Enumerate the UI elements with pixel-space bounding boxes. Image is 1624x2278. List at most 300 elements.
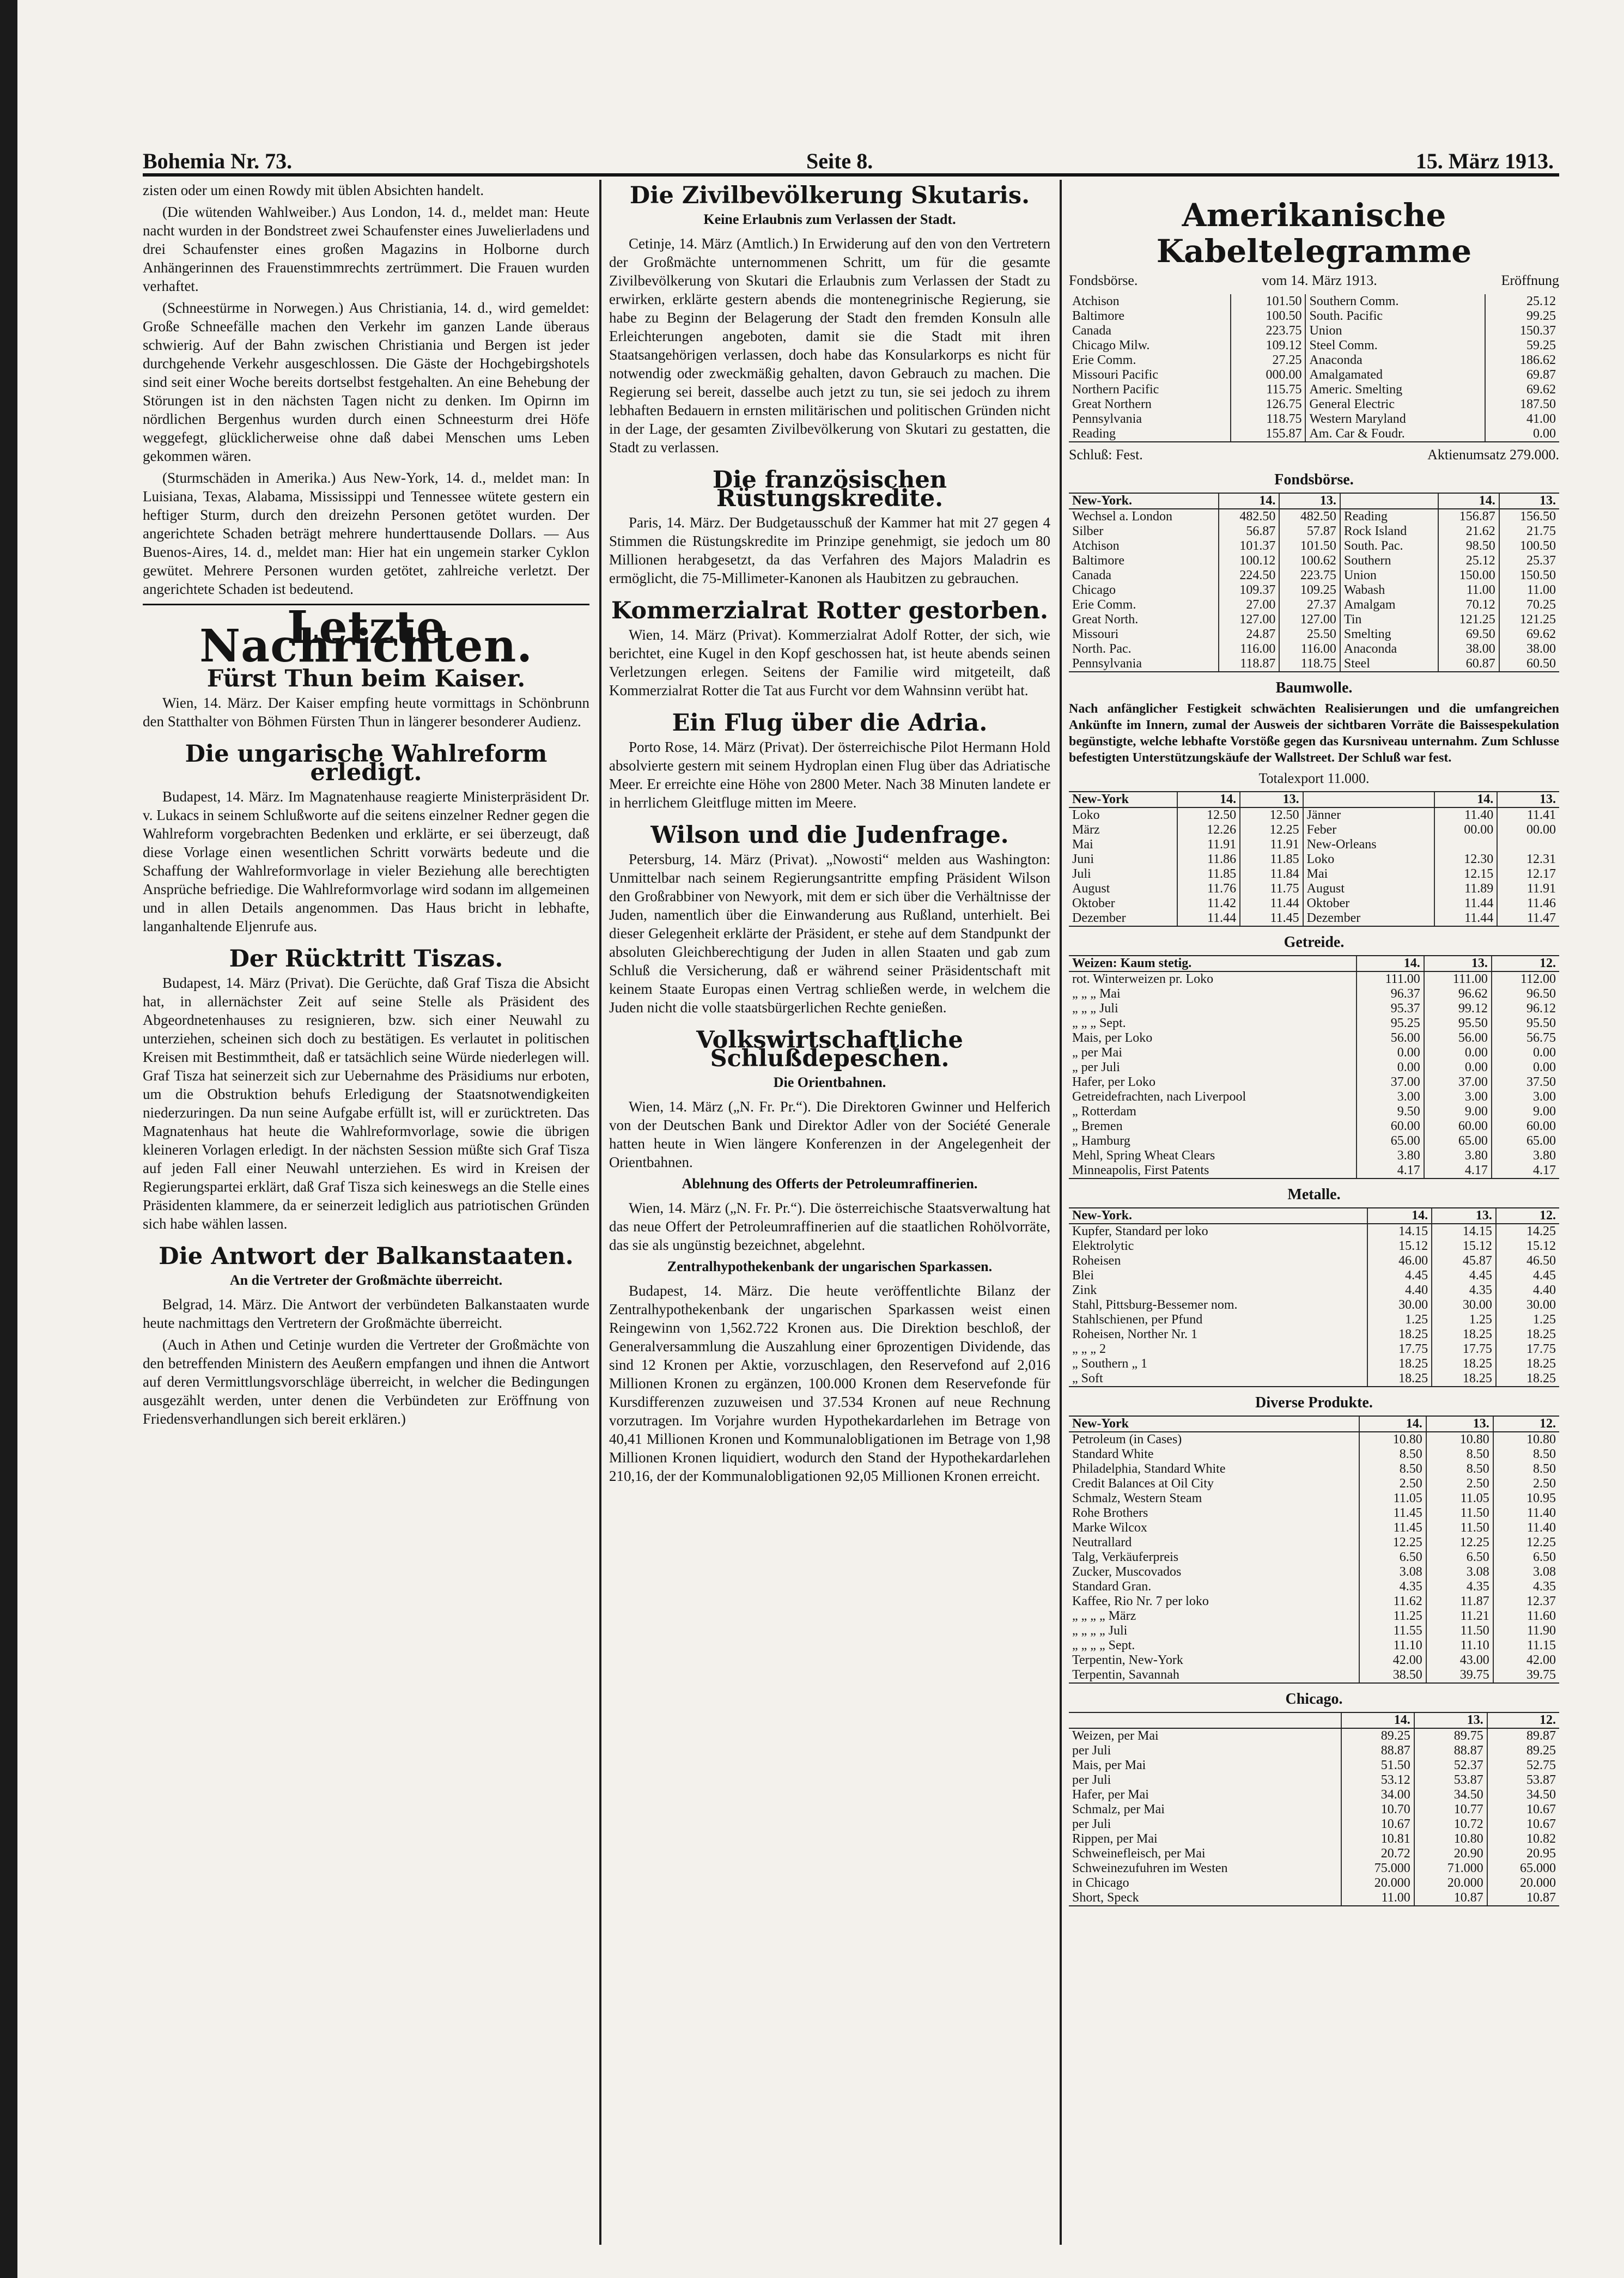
table-row xyxy=(1069,1283,1559,1298)
table-cell xyxy=(1303,792,1434,807)
table-cell: 10.80 xyxy=(1359,1432,1426,1447)
table-cell: 34.50 xyxy=(1414,1788,1487,1802)
table-cell: 3.00 xyxy=(1424,1090,1492,1104)
table-row xyxy=(1069,1447,1559,1462)
table-cell: 3.00 xyxy=(1357,1090,1424,1104)
table-cell: 1.25 xyxy=(1367,1313,1432,1327)
table-row xyxy=(1069,837,1559,852)
header-rule xyxy=(143,173,1559,177)
table-cell: 11.47 xyxy=(1497,911,1559,926)
table-cell: 34.00 xyxy=(1341,1788,1414,1802)
table-cell: South. Pac. xyxy=(1340,539,1438,554)
table-cell: 100.50 xyxy=(1499,539,1559,554)
table-cell: 52.37 xyxy=(1414,1758,1487,1773)
table-cell: 150.37 xyxy=(1485,324,1559,338)
table-cell: Steel xyxy=(1340,657,1438,672)
table-cell: 11.44 xyxy=(1434,896,1497,911)
table-cell: Rippen, per Mai xyxy=(1072,1832,1158,1846)
table-cell: 18.25 xyxy=(1367,1327,1432,1342)
article-text: (Sturmschäden in Amerika.) Aus New-York, 14. d., meldet man: In Luisiana, Texas, Alabama, Mississippi und Tennessee wütete gestern ein heftiger Sturm, durch den dreizehn Personen getötet wurden. Der angerichtete Schaden beträgt mehrere hunderttausende Dollars. — Aus Buenos-Aires, 14. d., meldet man: Hier hat ein ungemein starker Cyklon gewütet. Mehrere Personen wurden getötet, zahlreiche verletzt. Der angerichtete Schaden ist bedeutend. xyxy=(143,470,589,597)
table-cell: 14. xyxy=(1219,493,1280,509)
table-cell: 41.00 xyxy=(1485,412,1559,427)
table-cell: 53.12 xyxy=(1341,1773,1414,1788)
table-cell: 60.00 xyxy=(1492,1119,1559,1134)
table-cell: Terpentin, New-York xyxy=(1072,1653,1183,1667)
table-cell: 115.75 xyxy=(1231,382,1306,397)
table-row xyxy=(1069,1506,1559,1521)
table-cell: 11.40 xyxy=(1434,807,1497,823)
table-cell: Elektrolytic xyxy=(1072,1239,1134,1253)
table-row xyxy=(1069,583,1559,598)
table-cell: 12.25 xyxy=(1493,1535,1559,1550)
table-cell: 20.90 xyxy=(1414,1846,1487,1861)
table-cell: 37.00 xyxy=(1424,1075,1492,1090)
table-row xyxy=(1069,382,1559,397)
table-cell: Southern xyxy=(1340,554,1438,568)
table-cell: Talg, Verkäuferpreis xyxy=(1072,1550,1179,1564)
table-cell: 20.000 xyxy=(1414,1876,1487,1891)
table-row xyxy=(1069,1342,1559,1357)
table-row xyxy=(1069,598,1559,612)
table-cell: Great Northern xyxy=(1072,397,1152,411)
table-cell: 45.87 xyxy=(1432,1254,1496,1268)
table-cell: „ „ „ Sept. xyxy=(1072,1016,1126,1030)
table-section-title: Baumwolle. xyxy=(1275,679,1353,696)
opening-label: Eröffnung xyxy=(1501,272,1559,288)
table-cell: 4.17 xyxy=(1492,1163,1559,1179)
table-cell: 20.95 xyxy=(1487,1846,1559,1861)
table-row xyxy=(1069,1224,1559,1239)
article-text: Belgrad, 14. März. Die Antwort der verbündeten Balkanstaaten wurde heute nachmittags den Vertretern der Großmächte überreicht. xyxy=(143,1296,589,1331)
table-cell: Steel Comm. xyxy=(1305,338,1485,353)
table-cell: 13. xyxy=(1424,956,1492,971)
table-cell: 18.25 xyxy=(1432,1357,1496,1371)
table-section-title: Metalle. xyxy=(1287,1186,1341,1203)
table-cell: 000.00 xyxy=(1231,368,1306,382)
table-cell: Northern Pacific xyxy=(1072,382,1159,397)
table-row xyxy=(1069,882,1559,896)
table-cell: 96.12 xyxy=(1492,1001,1559,1016)
table-cell: 96.50 xyxy=(1492,987,1559,1001)
table-cell: 4.45 xyxy=(1367,1268,1432,1283)
table-row xyxy=(1069,324,1559,338)
table-cell: 11.10 xyxy=(1359,1638,1426,1653)
table-row xyxy=(1069,309,1559,324)
table-cell: 109.37 xyxy=(1219,583,1280,598)
table-row xyxy=(1069,509,1559,524)
table-row xyxy=(1069,1788,1559,1802)
table-cell: 39.75 xyxy=(1493,1668,1559,1683)
table-row xyxy=(1069,1802,1559,1817)
table-row xyxy=(1069,1268,1559,1283)
table-row xyxy=(1069,1550,1559,1565)
table-cell: 14. xyxy=(1367,1208,1432,1224)
table-cell: 121.25 xyxy=(1438,612,1499,627)
headline: Die französischen Rüstungskredite. xyxy=(712,466,947,512)
table-header-row xyxy=(1069,792,1559,807)
table-cell: 18.25 xyxy=(1496,1357,1559,1371)
table-cell: 89.75 xyxy=(1414,1728,1487,1744)
table-cell: 100.62 xyxy=(1279,554,1340,568)
table-cell: 12.25 xyxy=(1426,1535,1493,1550)
table-cell: 11.50 xyxy=(1426,1624,1493,1638)
table-cell: Juli xyxy=(1072,867,1091,881)
table-header-row xyxy=(1069,1416,1559,1432)
table-cell: Missouri Pacific xyxy=(1072,368,1158,382)
table-cell: 127.00 xyxy=(1219,612,1280,627)
table-cell: 11.41 xyxy=(1497,807,1559,823)
table-cell: 2.50 xyxy=(1426,1477,1493,1491)
table-cell: Amalgam xyxy=(1340,598,1438,612)
table-cell: 65.00 xyxy=(1424,1134,1492,1149)
table-cell: 12.50 xyxy=(1177,807,1240,823)
table-row xyxy=(1069,1104,1559,1119)
table-cell: 14. xyxy=(1341,1712,1414,1728)
paper-issue: Bohemia Nr. 73. xyxy=(143,149,293,173)
table-row xyxy=(1069,412,1559,427)
table-cell: 4.40 xyxy=(1496,1283,1559,1298)
table-cell: 53.87 xyxy=(1487,1773,1559,1788)
table-cell: New-York. xyxy=(1069,493,1219,509)
table-cell: 71.000 xyxy=(1414,1861,1487,1876)
table-cell: Schmalz, Western Steam xyxy=(1072,1491,1202,1505)
table-cell: 30.00 xyxy=(1367,1298,1432,1313)
table-cell xyxy=(1069,1712,1341,1728)
article-text: Petersburg, 14. März (Privat). „Nowosti“ melden aus Washington: Unmittelbar nach seinem Regierungsantritte empfing Präsident Wilson den Großrabbiner von Newyork, mit dem er sich über die Verhältnisse der Juden, namentlich über die Einwanderung aus Rußland, unterhielt. Bei dieser Gelegenheit erklärte der Präsident, er stehe auf dem Standpunkt der absoluten Gleichberechtigung der Juden in allen Staaten und gab zum Schluß die Versicherung, daß er während seiner Präsidentschaft mit keinem Staate Europas einen Vertrag schließen werde, in welchem die Juden nicht die volle staatsbürgerlichen Rechte genießen. xyxy=(609,851,1050,1016)
table-cell: 4.35 xyxy=(1493,1580,1559,1594)
table-cell: Smelting xyxy=(1340,627,1438,642)
table-cell: Union xyxy=(1340,568,1438,583)
table-cell: 18.25 xyxy=(1367,1357,1432,1371)
table-cell: 100.50 xyxy=(1231,309,1306,324)
table-cell: 8.50 xyxy=(1426,1447,1493,1462)
table-cell: 2.50 xyxy=(1359,1477,1426,1491)
table-cell: März xyxy=(1072,823,1100,837)
table-row xyxy=(1069,1832,1559,1846)
table-cell: Am. Car & Foudr. xyxy=(1305,427,1485,442)
table-row xyxy=(1069,554,1559,568)
table-cell: 0.00 xyxy=(1485,427,1559,442)
table-cell: 11.42 xyxy=(1177,896,1240,911)
table-cell: 13. xyxy=(1426,1416,1493,1432)
table-cell: 11.84 xyxy=(1240,867,1303,882)
table-cell: 53.87 xyxy=(1414,1773,1487,1788)
table-cell: 69.50 xyxy=(1438,627,1499,642)
table-cell: 101.50 xyxy=(1279,539,1340,554)
table-cell: 96.62 xyxy=(1424,987,1492,1001)
table-cell: „ Rotterdam xyxy=(1072,1104,1136,1119)
table-row xyxy=(1069,427,1559,442)
table-cell: 186.62 xyxy=(1485,353,1559,368)
table-cell: Minneapolis, First Patents xyxy=(1069,1163,1357,1179)
table-cell: 11.44 xyxy=(1434,911,1497,926)
table-cell: Philadelphia, Standard White xyxy=(1072,1462,1226,1476)
table-row xyxy=(1069,294,1559,309)
table-row xyxy=(1069,1861,1559,1876)
table-cell: Rock Island xyxy=(1340,524,1438,539)
table-row xyxy=(1069,1075,1559,1090)
table-cell: Stahlschienen, per Pfund xyxy=(1072,1313,1203,1327)
table-cell: 20.000 xyxy=(1341,1876,1414,1891)
table-cell: 14. xyxy=(1357,956,1424,971)
fonds-opening-table xyxy=(1069,294,1559,442)
table-cell: 21.75 xyxy=(1499,524,1559,539)
table-cell: 25.50 xyxy=(1279,627,1340,642)
table-cell: Reading xyxy=(1069,427,1231,442)
table-cell: 27.00 xyxy=(1219,598,1280,612)
table-cell: 10.67 xyxy=(1341,1817,1414,1832)
table-cell: Chicago Milw. xyxy=(1072,338,1150,353)
table-row xyxy=(1069,1668,1559,1683)
article-text: (Schneestürme in Norwegen.) Aus Christiania, 14. d., wird gemeldet: Große Schneefälle machen den Verkehr im ganzen Lande überaus schwierig. Auf der Bahn zwischen Christiania und Bergen ist jeder durchgehende Verkehr ausgeschlossen. Die Gäste der Hochgebirgshotels sind seit einer Woche bereits dortselbst festgehalten. An eine Behebung der Störungen ist in den nächsten Tagen nicht zu denken. Im Opirnn im nördlichen Bergenhus wurden durch einen Schneesturm drei Höfe weggefegt, glücklicherweise ohne daß dabei Menschen ums Leben gekommen wären. xyxy=(143,300,589,464)
table-cell: 60.00 xyxy=(1357,1119,1424,1134)
table-row xyxy=(1069,823,1559,837)
table-row xyxy=(1069,1891,1559,1906)
table-cell: 116.00 xyxy=(1279,642,1340,657)
table-cell: Dezember xyxy=(1303,911,1434,926)
table-cell: 11.45 xyxy=(1359,1506,1426,1521)
table-cell: 8.50 xyxy=(1426,1462,1493,1477)
table-cell: 4.35 xyxy=(1426,1580,1493,1594)
table-cell: 13. xyxy=(1499,493,1559,509)
table-row xyxy=(1069,1521,1559,1535)
table-cell: „ „ „ 2 xyxy=(1072,1342,1106,1356)
total-export: Totalexport 11.000. xyxy=(1258,770,1370,786)
market-title: Amerikanische Kabeltelegramme xyxy=(1156,197,1472,270)
table-cell: 11.89 xyxy=(1434,882,1497,896)
table-cell: rot. Winterweizen pr. Loko xyxy=(1072,972,1214,986)
table-cell: 187.50 xyxy=(1485,397,1559,412)
table-cell: 12.26 xyxy=(1177,823,1240,837)
table-cell: 42.00 xyxy=(1493,1653,1559,1668)
table-cell: 12.30 xyxy=(1434,852,1497,867)
table-cell: 10.80 xyxy=(1426,1432,1493,1447)
table-cell: Great North. xyxy=(1072,612,1139,627)
table-cell: 4.17 xyxy=(1424,1163,1492,1179)
table-cell: 38.00 xyxy=(1438,642,1499,657)
table-cell: 127.00 xyxy=(1279,612,1340,627)
table-cell: Atchison xyxy=(1072,294,1120,308)
table-cell: 3.00 xyxy=(1492,1090,1559,1104)
table-cell: 11.50 xyxy=(1426,1506,1493,1521)
table-cell: 34.50 xyxy=(1487,1788,1559,1802)
table-row xyxy=(1069,1001,1559,1016)
table-cell: 100.12 xyxy=(1219,554,1280,568)
table-cell: 56.75 xyxy=(1492,1031,1559,1046)
cotton-table xyxy=(1069,791,1559,927)
table-cell: Petroleum (in Cases) xyxy=(1072,1432,1182,1447)
table-cell: 10.95 xyxy=(1493,1491,1559,1506)
table-cell: 18.25 xyxy=(1496,1371,1559,1387)
table-section-title: Diverse Produkte. xyxy=(1255,1394,1373,1411)
table-cell: Weizen, per Mai xyxy=(1072,1729,1159,1743)
table-row xyxy=(1069,1565,1559,1580)
column-divider-1 xyxy=(599,180,601,2245)
table-row xyxy=(1069,1594,1559,1609)
table-cell: 4.45 xyxy=(1496,1268,1559,1283)
table-cell: 155.87 xyxy=(1231,427,1306,442)
table-cell: 10.67 xyxy=(1487,1817,1559,1832)
table-cell: Canada xyxy=(1072,324,1111,338)
article-text: Budapest, 14. März. Im Magnatenhause reagierte Ministerpräsident Dr. v. Lukacs in seinem Schlußworte auf die seitens einzelner Redner gegen die Wahlreform vorgebrachten Bedenken und erklärte, er sei überzeugt, daß diese Vorlage einen wesentlichen Schritt vorwärts bedeute und die Schaffung der Wahlreformvorlage in vieler Beziehung alle berechtigten Ansprüche befriedige. Die Wahlreformvorlage wird sodann im allgemeinen und in allen Details angenommen. Das Haus bricht in lebhafte, langanhaltende Eljenrufe aus. xyxy=(143,788,589,934)
table-cell: 118.87 xyxy=(1219,657,1280,672)
table-cell: 60.50 xyxy=(1499,657,1559,672)
table-cell: 482.50 xyxy=(1279,509,1340,524)
table-row xyxy=(1069,338,1559,353)
table-cell: 60.00 xyxy=(1424,1119,1492,1134)
table-cell: 88.87 xyxy=(1414,1744,1487,1758)
table-cell: per Juli xyxy=(1072,1744,1111,1758)
column-1 xyxy=(143,181,589,1431)
table-cell: 14.25 xyxy=(1496,1224,1559,1239)
table-cell: 6.50 xyxy=(1426,1550,1493,1565)
table-cell: 96.37 xyxy=(1357,987,1424,1001)
table-cell: 88.87 xyxy=(1341,1744,1414,1758)
table-cell: 121.25 xyxy=(1499,612,1559,627)
table-header-row xyxy=(1069,1208,1559,1224)
table-cell: Dezember xyxy=(1069,911,1177,926)
table-cell: 10.87 xyxy=(1414,1891,1487,1906)
table-cell: Neutrallard xyxy=(1072,1535,1132,1550)
table-row xyxy=(1069,1817,1559,1832)
table-cell: 11.45 xyxy=(1359,1521,1426,1535)
table-cell: 11.21 xyxy=(1426,1609,1493,1624)
table-cell: 37.00 xyxy=(1357,1075,1424,1090)
table-cell: „ „ „ „ März xyxy=(1072,1609,1136,1623)
table-cell: 223.75 xyxy=(1279,568,1340,583)
table-cell: 0.00 xyxy=(1424,1046,1492,1060)
table-cell: 00.00 xyxy=(1434,823,1497,837)
table-row xyxy=(1069,568,1559,583)
table-cell: Jänner xyxy=(1303,807,1434,823)
table-row xyxy=(1069,1653,1559,1668)
table-cell: Oktober xyxy=(1072,896,1115,910)
table-cell: 150.00 xyxy=(1438,568,1499,583)
table-cell: 11.50 xyxy=(1426,1521,1493,1535)
table-cell: Rohe Brothers xyxy=(1072,1506,1148,1520)
table-cell: Western Maryland xyxy=(1305,412,1485,427)
headline: Kommerzialrat Rotter gestorben. xyxy=(611,597,1049,624)
table-cell: per Juli xyxy=(1072,1773,1111,1787)
table-cell: 15.12 xyxy=(1367,1239,1432,1254)
table-cell: 11.00 xyxy=(1438,583,1499,598)
table-cell: Loko xyxy=(1303,852,1434,867)
table-cell: 70.12 xyxy=(1438,598,1499,612)
table-cell: „ per Mai xyxy=(1072,1046,1122,1060)
table-row xyxy=(1069,1090,1559,1104)
table-cell: 14. xyxy=(1438,493,1499,509)
table-cell: 11.55 xyxy=(1359,1624,1426,1638)
table-cell: 4.45 xyxy=(1432,1268,1496,1283)
headline: Volkswirtschaftliche Schlußdepeschen. xyxy=(696,1026,963,1072)
headline: Fürst Thun beim Kaiser. xyxy=(206,665,526,692)
table-cell: 15.12 xyxy=(1496,1239,1559,1254)
table-cell: 38.50 xyxy=(1359,1668,1426,1683)
table-cell: 11.76 xyxy=(1177,882,1240,896)
table-row xyxy=(1069,627,1559,642)
table-cell: Mehl, Spring Wheat Clears xyxy=(1072,1149,1215,1163)
products-table xyxy=(1069,1416,1559,1684)
table-cell: 18.25 xyxy=(1496,1327,1559,1342)
table-cell: 10.72 xyxy=(1414,1817,1487,1832)
headline: Die Zivilbevölkerung Skutaris. xyxy=(629,182,1030,209)
table-row xyxy=(1069,524,1559,539)
table-cell: per Juli xyxy=(1072,1817,1111,1831)
metals-table xyxy=(1069,1207,1559,1387)
table-cell: 11.45 xyxy=(1240,911,1303,926)
table-cell: 3.80 xyxy=(1492,1149,1559,1163)
table-cell: 223.75 xyxy=(1231,324,1306,338)
closing-line xyxy=(1069,446,1559,464)
table-cell: Marke Wilcox xyxy=(1072,1521,1147,1535)
table-cell: 43.00 xyxy=(1426,1653,1493,1668)
table-cell: 27.25 xyxy=(1231,353,1306,368)
table-cell: 0.00 xyxy=(1424,1060,1492,1075)
table-row xyxy=(1069,1239,1559,1254)
chicago-table xyxy=(1069,1712,1559,1906)
table-cell: 9.00 xyxy=(1492,1104,1559,1119)
table-cell: 12.17 xyxy=(1497,867,1559,882)
table-cell xyxy=(1340,493,1438,509)
table-cell: 11.62 xyxy=(1359,1594,1426,1609)
table-cell: 10.82 xyxy=(1487,1832,1559,1846)
table-cell xyxy=(1434,837,1497,852)
table-cell: 89.87 xyxy=(1487,1728,1559,1744)
newyork-stock-table xyxy=(1069,493,1559,672)
table-cell: 56.87 xyxy=(1219,524,1280,539)
table-cell: 21.62 xyxy=(1438,524,1499,539)
table-cell: 12.31 xyxy=(1497,852,1559,867)
table-cell: 3.80 xyxy=(1357,1149,1424,1163)
market-date: vom 14. März 1913. xyxy=(1262,272,1377,288)
table-row xyxy=(1069,1624,1559,1638)
table-cell: 75.000 xyxy=(1341,1861,1414,1876)
table-row xyxy=(1069,867,1559,882)
table-cell: 65.00 xyxy=(1357,1134,1424,1149)
table-cell: 111.00 xyxy=(1424,971,1492,987)
table-cell: Short, Speck xyxy=(1069,1891,1341,1906)
table-cell: Stahl, Pittsburg-Bessemer nom. xyxy=(1072,1298,1238,1312)
table-cell: 12. xyxy=(1493,1416,1559,1432)
table-row xyxy=(1069,1371,1559,1387)
table-cell: Zucker, Muscovados xyxy=(1072,1565,1182,1579)
column-divider-2 xyxy=(1060,180,1062,2245)
table-cell: 95.50 xyxy=(1492,1016,1559,1031)
table-cell: 11.46 xyxy=(1497,896,1559,911)
table-cell: Roheisen, Norther Nr. 1 xyxy=(1072,1327,1197,1341)
table-cell: 8.50 xyxy=(1493,1462,1559,1477)
table-row xyxy=(1069,1846,1559,1861)
table-cell: 8.50 xyxy=(1359,1447,1426,1462)
table-cell: 52.75 xyxy=(1487,1758,1559,1773)
table-cell: 11.25 xyxy=(1359,1609,1426,1624)
table-row xyxy=(1069,1758,1559,1773)
table-cell: 0.00 xyxy=(1492,1046,1559,1060)
table-cell: 95.37 xyxy=(1357,1001,1424,1016)
table-cell: Missouri xyxy=(1072,627,1119,641)
table-cell: 4.35 xyxy=(1432,1283,1496,1298)
table-cell: 95.50 xyxy=(1424,1016,1492,1031)
table-cell: 69.62 xyxy=(1499,627,1559,642)
headline: Der Rücktritt Tiszas. xyxy=(229,945,503,973)
table-row xyxy=(1069,1728,1559,1744)
table-cell: Mais, per Mai xyxy=(1072,1758,1146,1772)
table-cell: Kupfer, Standard per loko xyxy=(1072,1224,1208,1238)
headline: Die Antwort der Balkanstaaten. xyxy=(159,1243,574,1270)
table-cell: 30.00 xyxy=(1496,1298,1559,1313)
table-cell: August xyxy=(1303,882,1434,896)
table-cell: 111.00 xyxy=(1357,971,1424,987)
